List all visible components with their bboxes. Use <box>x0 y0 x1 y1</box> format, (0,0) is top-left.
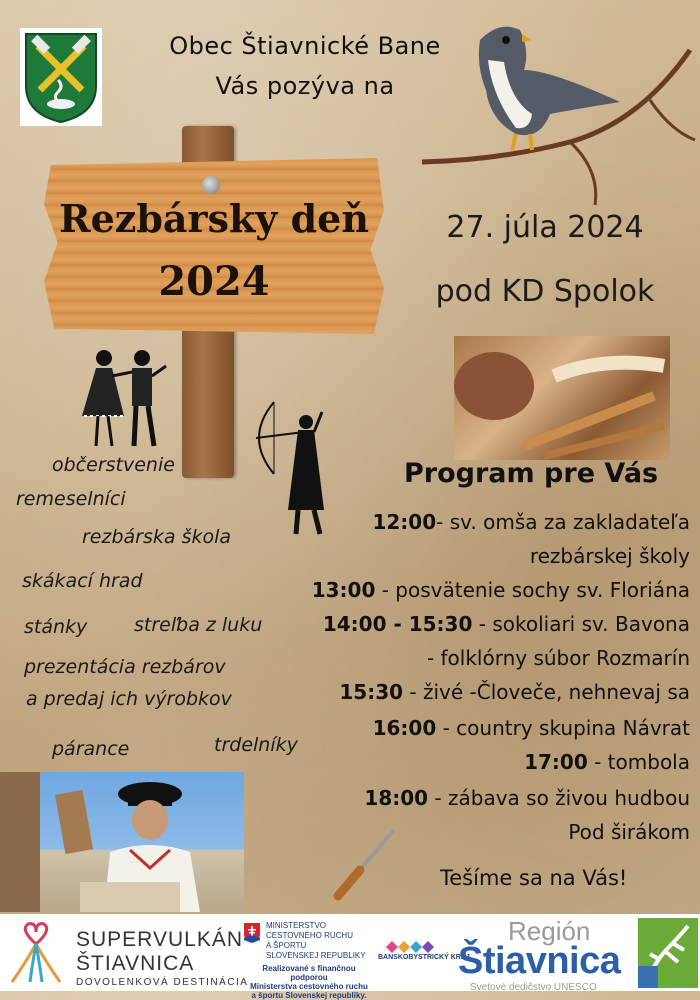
program-row <box>312 578 690 602</box>
wood-carving-photo <box>454 336 670 460</box>
supervulkan-logo-icon <box>6 922 66 986</box>
supervulkan-line-1: SUPERVULKÁN <box>76 928 244 951</box>
bolt-icon <box>202 176 220 194</box>
woodcarver-photo <box>0 772 244 912</box>
program-text: - folklórny súbor Rozmarín <box>426 646 690 670</box>
program-text: - živé -Človeče, nehnevaj sa <box>403 680 690 704</box>
event-place: pod KD Spolok <box>435 274 655 309</box>
program-time: 13:00 <box>311 578 376 602</box>
program-time: 18:00 <box>364 786 429 810</box>
program-row <box>530 544 690 568</box>
program-row <box>373 716 690 740</box>
carving-knife-icon <box>330 826 400 902</box>
folk-dancers-illustration <box>74 346 170 450</box>
program-row <box>427 646 690 670</box>
activity-item: prezentácia rezbárov <box>24 656 226 678</box>
program-text: Pod širákom <box>568 820 690 844</box>
activity-item: občerstvenie <box>52 454 175 476</box>
activity-item: a predaj ich výrobkov <box>26 688 232 710</box>
ministry-line-4: SLOVENSKEJ REPUBLIKY <box>266 951 366 960</box>
activity-item: skákací hrad <box>22 570 143 592</box>
region-line-1: Región <box>508 916 591 946</box>
supervulkan-line-2: ŠTIAVNICA <box>76 952 195 975</box>
program-time: 12:00 <box>372 510 437 534</box>
ministry-line-1: MINISTERSTVO <box>266 921 327 930</box>
funding-line-2: Ministerstva cestovného ruchu <box>250 982 368 991</box>
banskobystricky-kraj-logo-icon <box>386 938 434 950</box>
program-time: 17:00 <box>524 750 588 774</box>
region-lizard-logo-icon <box>638 918 698 988</box>
slovak-coat-of-arms-icon <box>243 922 261 944</box>
program-text: rezbárskej školy <box>529 544 690 568</box>
program-row <box>372 510 690 534</box>
falcon-on-branch-illustration <box>420 10 700 210</box>
sponsors-footer <box>0 914 700 1000</box>
funding-line-3: a športu Slovenskej republiky. <box>251 991 367 1000</box>
program-time: 14:00 - 15:30 <box>322 612 473 636</box>
activity-item: rezbárska škola <box>82 526 232 548</box>
program-text: - zábava so živou hudbou <box>428 786 690 810</box>
program-time: 15:30 <box>339 680 404 704</box>
program-row <box>524 750 690 774</box>
closing-text: Tešíme sa na Vás! <box>440 866 628 890</box>
program-text: - tombola <box>587 750 690 774</box>
supervulkan-line-3: DOVOLENKOVÁ DESTINÁCIA <box>76 977 249 988</box>
activity-item: remeselníci <box>16 488 126 510</box>
header-line-2: Vás pozýva na <box>215 72 395 100</box>
program-text: - country skupina Návrat <box>436 716 690 740</box>
kraj-label: BANSKOBYSTRICKÝ KRAJ <box>378 954 470 961</box>
program-row <box>364 786 690 810</box>
program-text: - sokoliari sv. Bavona <box>472 612 690 636</box>
ministry-line-2: CESTOVNÉHO RUCHU <box>266 931 353 940</box>
ministry-line-3: A ŠPORTU <box>266 941 307 950</box>
program-row <box>323 612 690 636</box>
event-year: 2024 <box>158 258 270 305</box>
program-time: 16:00 <box>372 716 437 740</box>
event-date: 27. júla 2024 <box>446 210 644 245</box>
region-line-2: Štiavnica <box>458 940 621 982</box>
program-row <box>568 820 690 844</box>
program-row <box>339 680 690 704</box>
program-text: - posvätenie sochy sv. Floriána <box>375 578 690 602</box>
village-coat-of-arms <box>20 28 102 126</box>
activity-item: trdelníky <box>214 734 298 756</box>
region-line-3: Svetové dedičstvo UNESCO <box>470 982 597 993</box>
funding-line-1: Realizované s finančnou podporou <box>262 964 356 982</box>
activity-item: stánky <box>24 616 88 638</box>
archer-silhouette <box>244 398 334 538</box>
program-text: - sv. omša za zakladateľa <box>436 510 690 534</box>
activity-item: párance <box>52 738 130 760</box>
event-title: Rezbársky deň <box>59 196 369 241</box>
activity-item: streľba z luku <box>134 614 263 636</box>
header-line-1: Obec Štiavnické Bane <box>169 32 441 60</box>
program-title: Program pre Vás <box>404 458 659 489</box>
